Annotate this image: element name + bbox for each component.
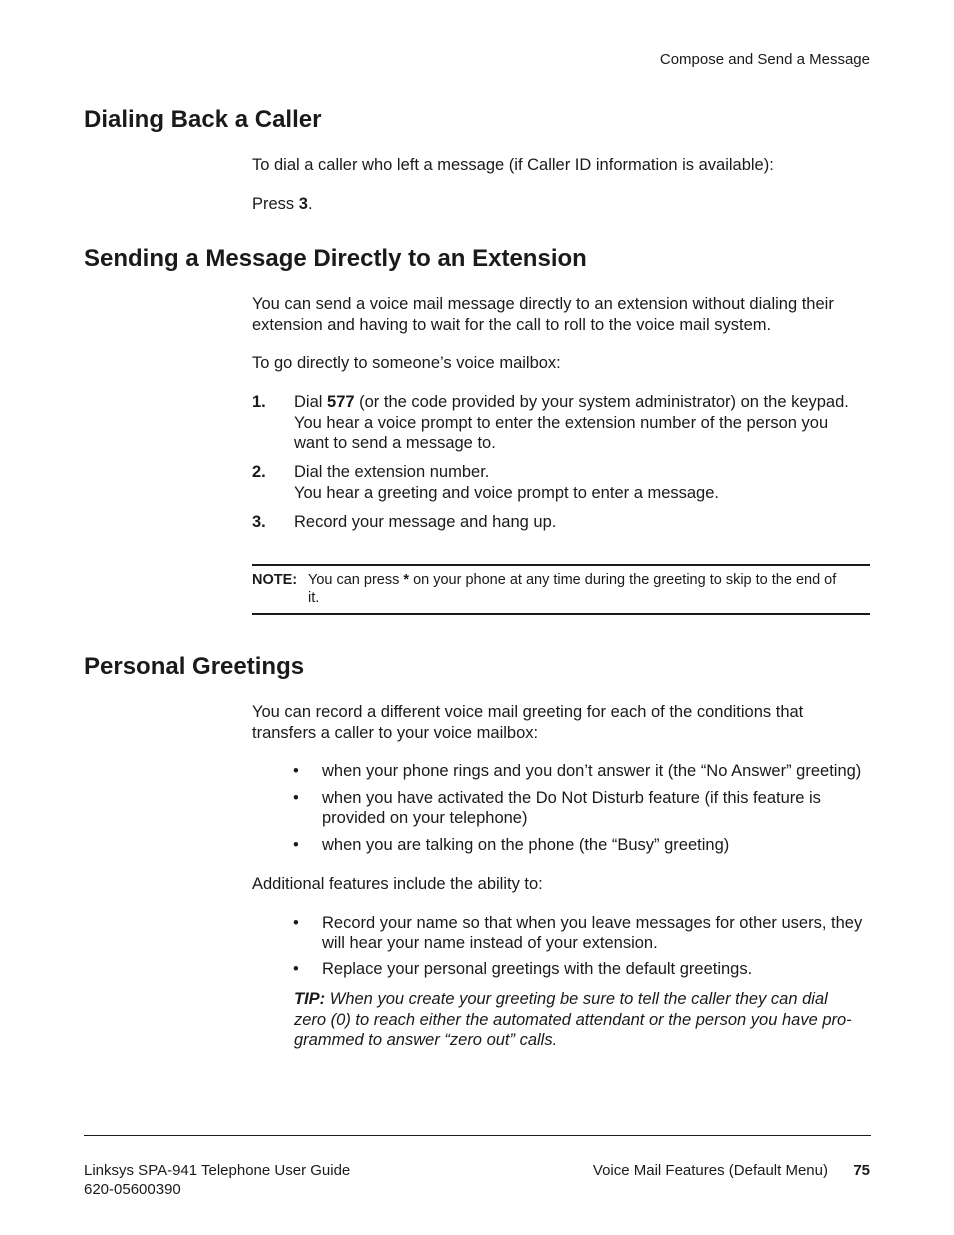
- list-item-text: Replace your personal greetings with the default greetings.: [322, 960, 753, 978]
- page-number: 75: [853, 1162, 870, 1179]
- dialing-back-intro: To dial a caller who left a message (if Caller ID information is available):: [252, 156, 774, 174]
- step-number: 3.: [252, 513, 266, 531]
- section-heading-send-message: Sending a Message Directly to an Extension: [84, 245, 587, 272]
- step-item: [252, 392, 872, 454]
- step-number: 2.: [252, 463, 266, 481]
- bullet-icon: •: [293, 789, 299, 807]
- tip-label: TIP:: [294, 990, 326, 1008]
- bullet-icon: •: [293, 960, 299, 978]
- list-item: [293, 835, 873, 855]
- step-number: 1.: [252, 393, 266, 411]
- step-text: Dial 577 (or the code provided by your system administrator) on the keypad. You hear a voice prompt to enter the extension number of the person you want to send a message to.: [294, 393, 849, 452]
- step-text: Dial the extension number. You hear a greeting and voice prompt to enter a message.: [294, 463, 719, 502]
- list-item-text: when your phone rings and you don’t answer it (the “No Answer” greeting): [322, 762, 862, 780]
- additional-features-lead: Additional features include the ability to:: [252, 875, 543, 893]
- tip-block: TIP: When you create your greeting be sure to tell the caller they can dial zero (0) to reach either the automated attendant or the person you have pro- grammed to answer “zero out” calls.: [294, 990, 852, 1049]
- greetings-intro: You can record a different voice mail greeting for each of the conditions that transfers a caller to your voice mailbox:: [252, 703, 804, 742]
- step-item: [252, 462, 872, 503]
- note-text: You can press * on your phone at any time during the greeting to skip to the end of it.: [308, 572, 837, 606]
- send-message-intro: You can send a voice mail message directly to an extension without dialing their extension and having to wait for the call to roll to the voice mail system.: [252, 295, 834, 334]
- step-item: [252, 512, 872, 533]
- list-item: [293, 761, 873, 781]
- press-instruction: Press 3.: [252, 195, 313, 213]
- footer-rule: [84, 1135, 871, 1136]
- list-item: [293, 913, 873, 953]
- list-item-text: when you have activated the Do Not Disturb feature (if this feature is provided on your telephone): [322, 789, 821, 827]
- bullet-icon: •: [293, 836, 299, 854]
- note-top-rule: [252, 564, 870, 566]
- note-bottom-rule: [252, 613, 870, 615]
- press-key: 3: [298, 195, 308, 213]
- list-item: [293, 788, 873, 828]
- bullet-icon: •: [293, 914, 299, 932]
- list-item-text: Record your name so that when you leave messages for other users, they will hear your name instead of your extension.: [322, 914, 863, 952]
- list-item: [293, 959, 873, 979]
- chapter-title: Voice Mail Features (Default Menu): [592, 1162, 828, 1179]
- section-heading-dialing-back: Dialing Back a Caller: [84, 106, 322, 133]
- doc-number: 620-05600390: [84, 1181, 181, 1198]
- running-header: Compose and Send a Message: [659, 51, 870, 68]
- guide-title: Linksys SPA-941 Telephone User Guide: [84, 1162, 351, 1179]
- footer-left: [84, 1161, 350, 1199]
- list-item-text: when you are talking on the phone (the “Busy” greeting): [322, 836, 730, 854]
- note-label: NOTE:: [252, 572, 298, 588]
- step-text: Record your message and hang up.: [294, 513, 557, 531]
- note-box: [252, 571, 870, 607]
- section-heading-personal-greetings: Personal Greetings: [84, 653, 305, 680]
- send-message-lead: To go directly to someone’s voice mailbox:: [252, 354, 561, 372]
- bullet-icon: •: [293, 762, 299, 780]
